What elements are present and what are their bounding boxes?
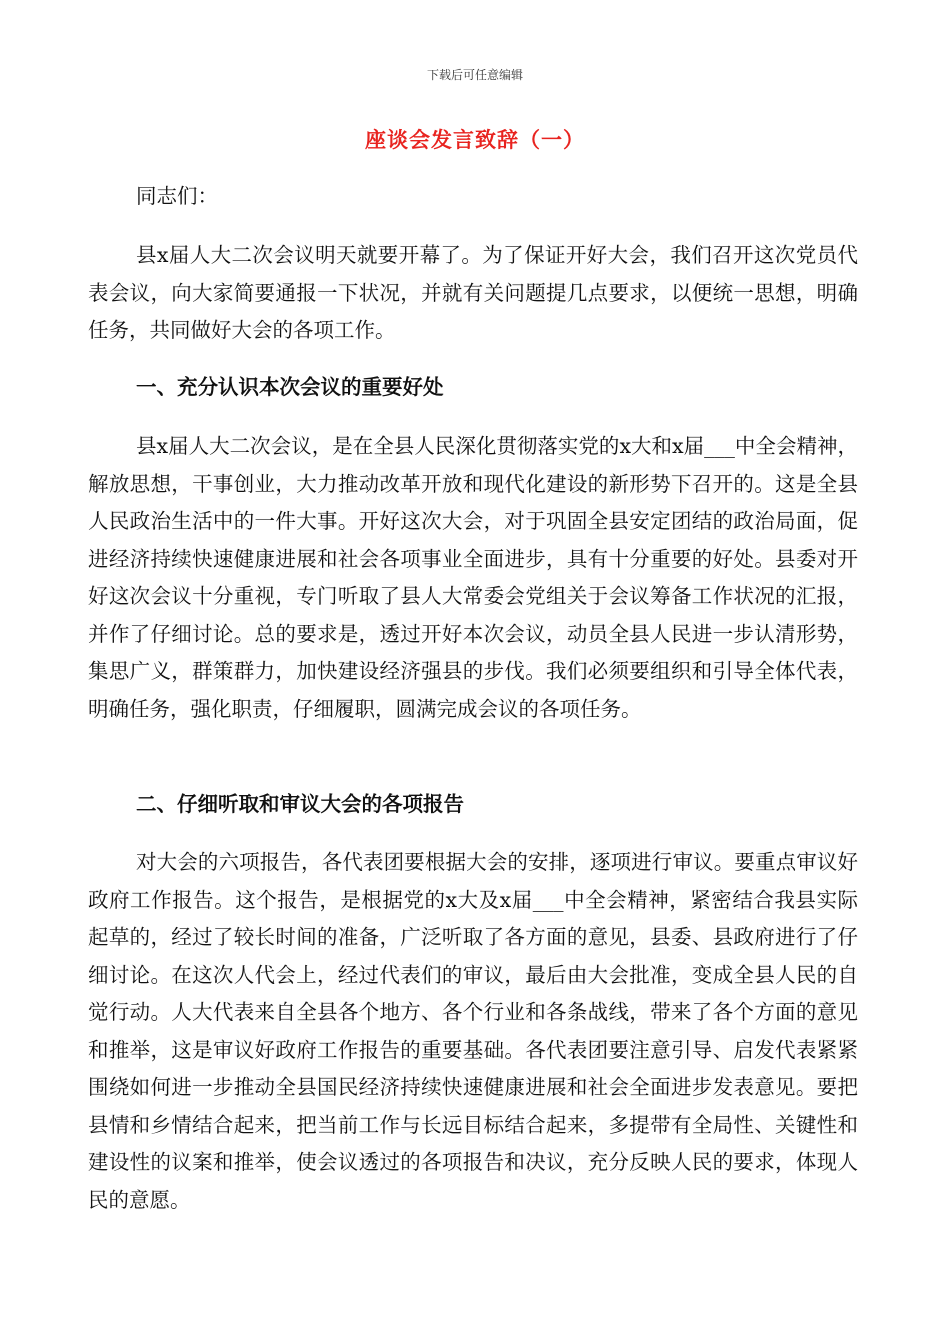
section-2-heading: 二、仔细听取和审议大会的各项报告 — [136, 792, 464, 816]
document-title: 座谈会发言致辞（一） — [365, 127, 585, 152]
section-1-paragraph: 县x届人大二次会议，是在全县人民深化贯彻落实党的x大和x届___中全会精神，解放思想，干事创业，大力推动改革开放和现代化建设的新形势下召开的。这是全县人民政治生活中的一件大事。开好这次大会，对于巩固全县安定团结的政治局面，促进经济持续快速健康进展和社会各项事业全面进步，具有十分重要的好处。县委对开好这次会议十分重视，专门听取了县人大常委会党组关于会议筹备工作状况的汇报，并作了仔细讨论。总的要求是，透过开好本次会议，动员全县人民进一步认清形势，集思广义，群策群力，加快建设经济强县的步伐。我们必须要组织和引导全体代表，明确任务，强化职责，仔细履职，圆满完成会议的各项任务。 — [88, 434, 858, 721]
salutation: 同志们： — [136, 184, 218, 208]
header-note: 下载后可任意编辑 — [426, 68, 523, 82]
section-2-paragraph: 对大会的六项报告，各代表团要根据大会的安排，逐项进行审议。要重点审议好政府工作报告。这个报告，是根据党的x大及x届___中全会精神，紧密结合我县实际起草的，经过了较长时间的准备，广泛听取了各方面的意见，县委、县政府进行了仔细讨论。在这次人代会上，经过代表们的审议，最后由大会批准，变成全县人民的自觉行动。人大代表来自全县各个地方、各个行业和各条战线，带来了各个方面的意见和推举，这是审议好政府工作报告的重要基础。各代表团要注意引导、启发代表紧紧围绕如何进一步推动全县国民经济持续快速健康进展和社会全面进步发表意见。要把县情和乡情结合起来，把当前工作与长远目标结合起来，多提带有全局性、关键性和建设性的议案和推举，使会议透过的各项报告和决议，充分反映人民的要求，体现人民的意愿。 — [88, 850, 858, 1212]
section-1-heading: 一、充分认识本次会议的重要好处 — [136, 375, 444, 399]
intro-paragraph: 县x届人大二次会议明天就要开幕了。为了保证开好大会，我们召开这次党员代表会议，向大家简要通报一下状况，并就有关问题提几点要求，以便统一思想，明确任务，共同做好大会的各项工作。 — [88, 243, 858, 342]
